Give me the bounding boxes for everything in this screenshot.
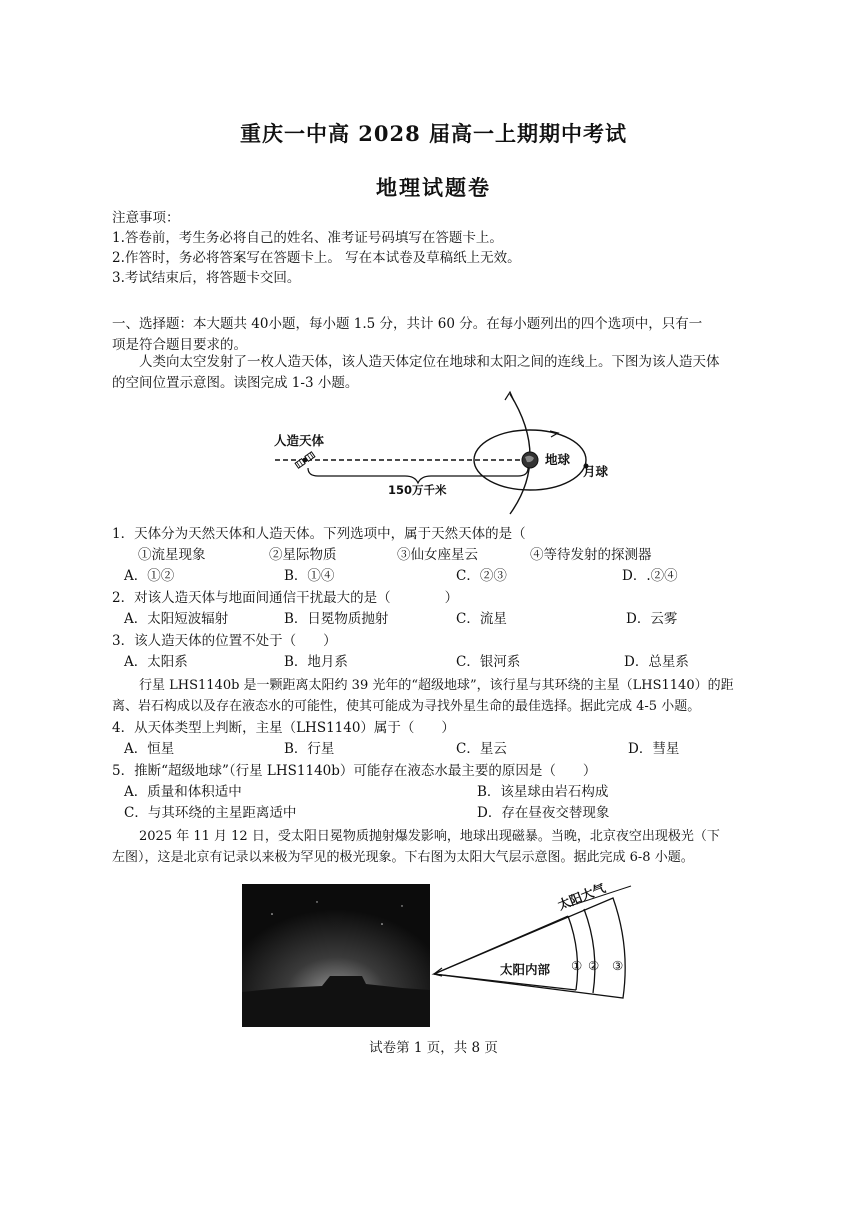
- option-d[interactable]: D．.②④: [622, 568, 678, 584]
- section1-line: 项是符合题目要求的。: [112, 337, 247, 353]
- option-a[interactable]: A．恒星: [124, 741, 175, 757]
- question-stem: 3．该人造天体的位置不处于（ ）: [112, 633, 337, 649]
- answer-options: [112, 652, 767, 673]
- figure-sun-atmosphere: [428, 876, 658, 1036]
- intro-line: 2025 年 11 月 12 日，受太阳日冕物质抛射爆发影响，地球出现磁暴。当晚，北京夜空出现极光（下: [139, 829, 720, 844]
- answer-options: [112, 566, 767, 587]
- notes-item: 1.答卷前，考生务必将自己的姓名、准考证号码填写在答题卡上。: [112, 230, 503, 246]
- notes-heading: 注意事项：: [112, 210, 180, 226]
- star: [401, 905, 402, 906]
- question-item: ②星际物质: [269, 547, 337, 563]
- answer-options: [112, 803, 767, 824]
- figure-satellite-position: [260, 388, 620, 518]
- question-4: [112, 718, 767, 760]
- option-b[interactable]: B．地月系: [284, 654, 348, 670]
- option-a[interactable]: A．太阳短波辐射: [124, 611, 229, 627]
- intro-passage-2: [112, 675, 767, 717]
- intro-line: 人类向太空发射了一枚人造天体，该人造天体定位在地球和太阳之间的连线上。下图为该人造天体: [139, 354, 720, 370]
- layer-label-3: ③: [612, 958, 624, 973]
- question-3: [112, 631, 767, 673]
- intro-line: 行星 LHS1140b 是一颗距离太阳约 39 光年的“超级地球”，该行星与其环绕的主星（LHS1140）的距: [139, 678, 734, 693]
- question-item: ③仙女座星云: [397, 547, 478, 563]
- notes-item: 3.考试结束后，将答题卡交回。: [112, 270, 301, 286]
- distance-brace: [308, 468, 528, 483]
- option-b[interactable]: B．①④: [284, 568, 335, 584]
- answer-options: [112, 609, 767, 630]
- option-b[interactable]: B．行星: [284, 741, 335, 757]
- question-stem: 4．从天体类型上判断，主星（LHS1140）属于（ ）: [112, 720, 455, 736]
- option-d[interactable]: D．彗星: [628, 741, 680, 757]
- option-b[interactable]: B．日冕物质抛射: [284, 611, 389, 627]
- option-c[interactable]: C．②③: [456, 568, 507, 584]
- question-5: [112, 761, 767, 824]
- answer-options: [112, 782, 767, 803]
- question-stem: 1．天体分为天然天体和人造天体。下列选项中，属于天然天体的是（: [112, 526, 526, 542]
- intro-passage-3: [112, 826, 767, 868]
- sun-sector-outline: [434, 898, 625, 998]
- layer-boundary-2: [584, 909, 595, 993]
- sun-interior-label: 太阳内部: [500, 962, 551, 977]
- layer-label-2: ②: [588, 958, 600, 973]
- section1-line: 一、选择题：本大题共 40小题，每小题 1.5 分，共计 60 分。在每小题列出的四个选项中，只有一: [112, 316, 703, 332]
- option-c[interactable]: C．流星: [456, 611, 507, 627]
- notes-item: 2.作答时，务必将答案写在答题卡上。 写在本试卷及草稿纸上无效。: [112, 250, 521, 266]
- answer-options: [112, 739, 767, 760]
- layer-label-1: ①: [571, 958, 583, 973]
- intro-line: 的空间位置示意图。读图完成 1-3 小题。: [112, 375, 359, 391]
- question-1: [112, 524, 767, 587]
- star: [316, 901, 317, 902]
- option-b[interactable]: B．该星球由岩石构成: [477, 784, 609, 800]
- option-d[interactable]: D．存在昼夜交替现象: [477, 805, 610, 821]
- aurora-photo: [242, 884, 430, 1027]
- distance-label: 150万千米: [388, 483, 447, 497]
- option-a[interactable]: A．太阳系: [124, 654, 188, 670]
- option-d[interactable]: D．总星系: [624, 654, 689, 670]
- exam-subject: 地理试题卷: [376, 175, 491, 200]
- satellite-label: 人造天体: [274, 433, 325, 448]
- option-c[interactable]: C．与其环绕的主星距离适中: [124, 805, 297, 821]
- option-c[interactable]: C．星云: [456, 741, 507, 757]
- star: [381, 923, 383, 925]
- notes-section: [112, 208, 521, 288]
- exam-title: 重庆一中高 2028 届高一上期期中考试: [239, 121, 628, 146]
- earth-label: 地球: [545, 452, 571, 467]
- intro-line: 左图），这是北京有记录以来极为罕见的极光现象。下右图为太阳大气层示意图。据此完成 6-8 小题。: [112, 850, 694, 865]
- question-stem: 2．对该人造天体与地面间通信干扰最大的是（ ）: [112, 590, 459, 606]
- page-footer: 试卷第 1 页，共 8 页: [369, 1040, 498, 1056]
- moon-label: 月球: [583, 464, 609, 479]
- option-a[interactable]: A．质量和体积适中: [124, 784, 242, 800]
- question-items: [112, 545, 767, 566]
- option-c[interactable]: C．银河系: [456, 654, 521, 670]
- intro-line: 离、岩石构成以及存在液态水的可能性，使其可能成为寻找外星生命的最佳选择。据此完成 4-5 小题。: [112, 699, 701, 714]
- atmosphere-label: 太阳大气: [555, 880, 608, 913]
- star: [271, 913, 273, 915]
- question-stem: 5．推断“超级地球”（行星 LHS1140b）可能存在液态水最主要的原因是（ ）: [112, 763, 597, 779]
- option-d[interactable]: D．云雾: [626, 611, 678, 627]
- question-2: [112, 588, 767, 630]
- question-item: ①流星现象: [138, 547, 206, 563]
- layer-boundary-1: [568, 916, 578, 990]
- section1-instructions: [112, 314, 767, 356]
- option-a[interactable]: A．①②: [124, 568, 175, 584]
- orbit-arrow: [550, 431, 558, 437]
- question-item: ④等待发射的探测器: [530, 547, 652, 563]
